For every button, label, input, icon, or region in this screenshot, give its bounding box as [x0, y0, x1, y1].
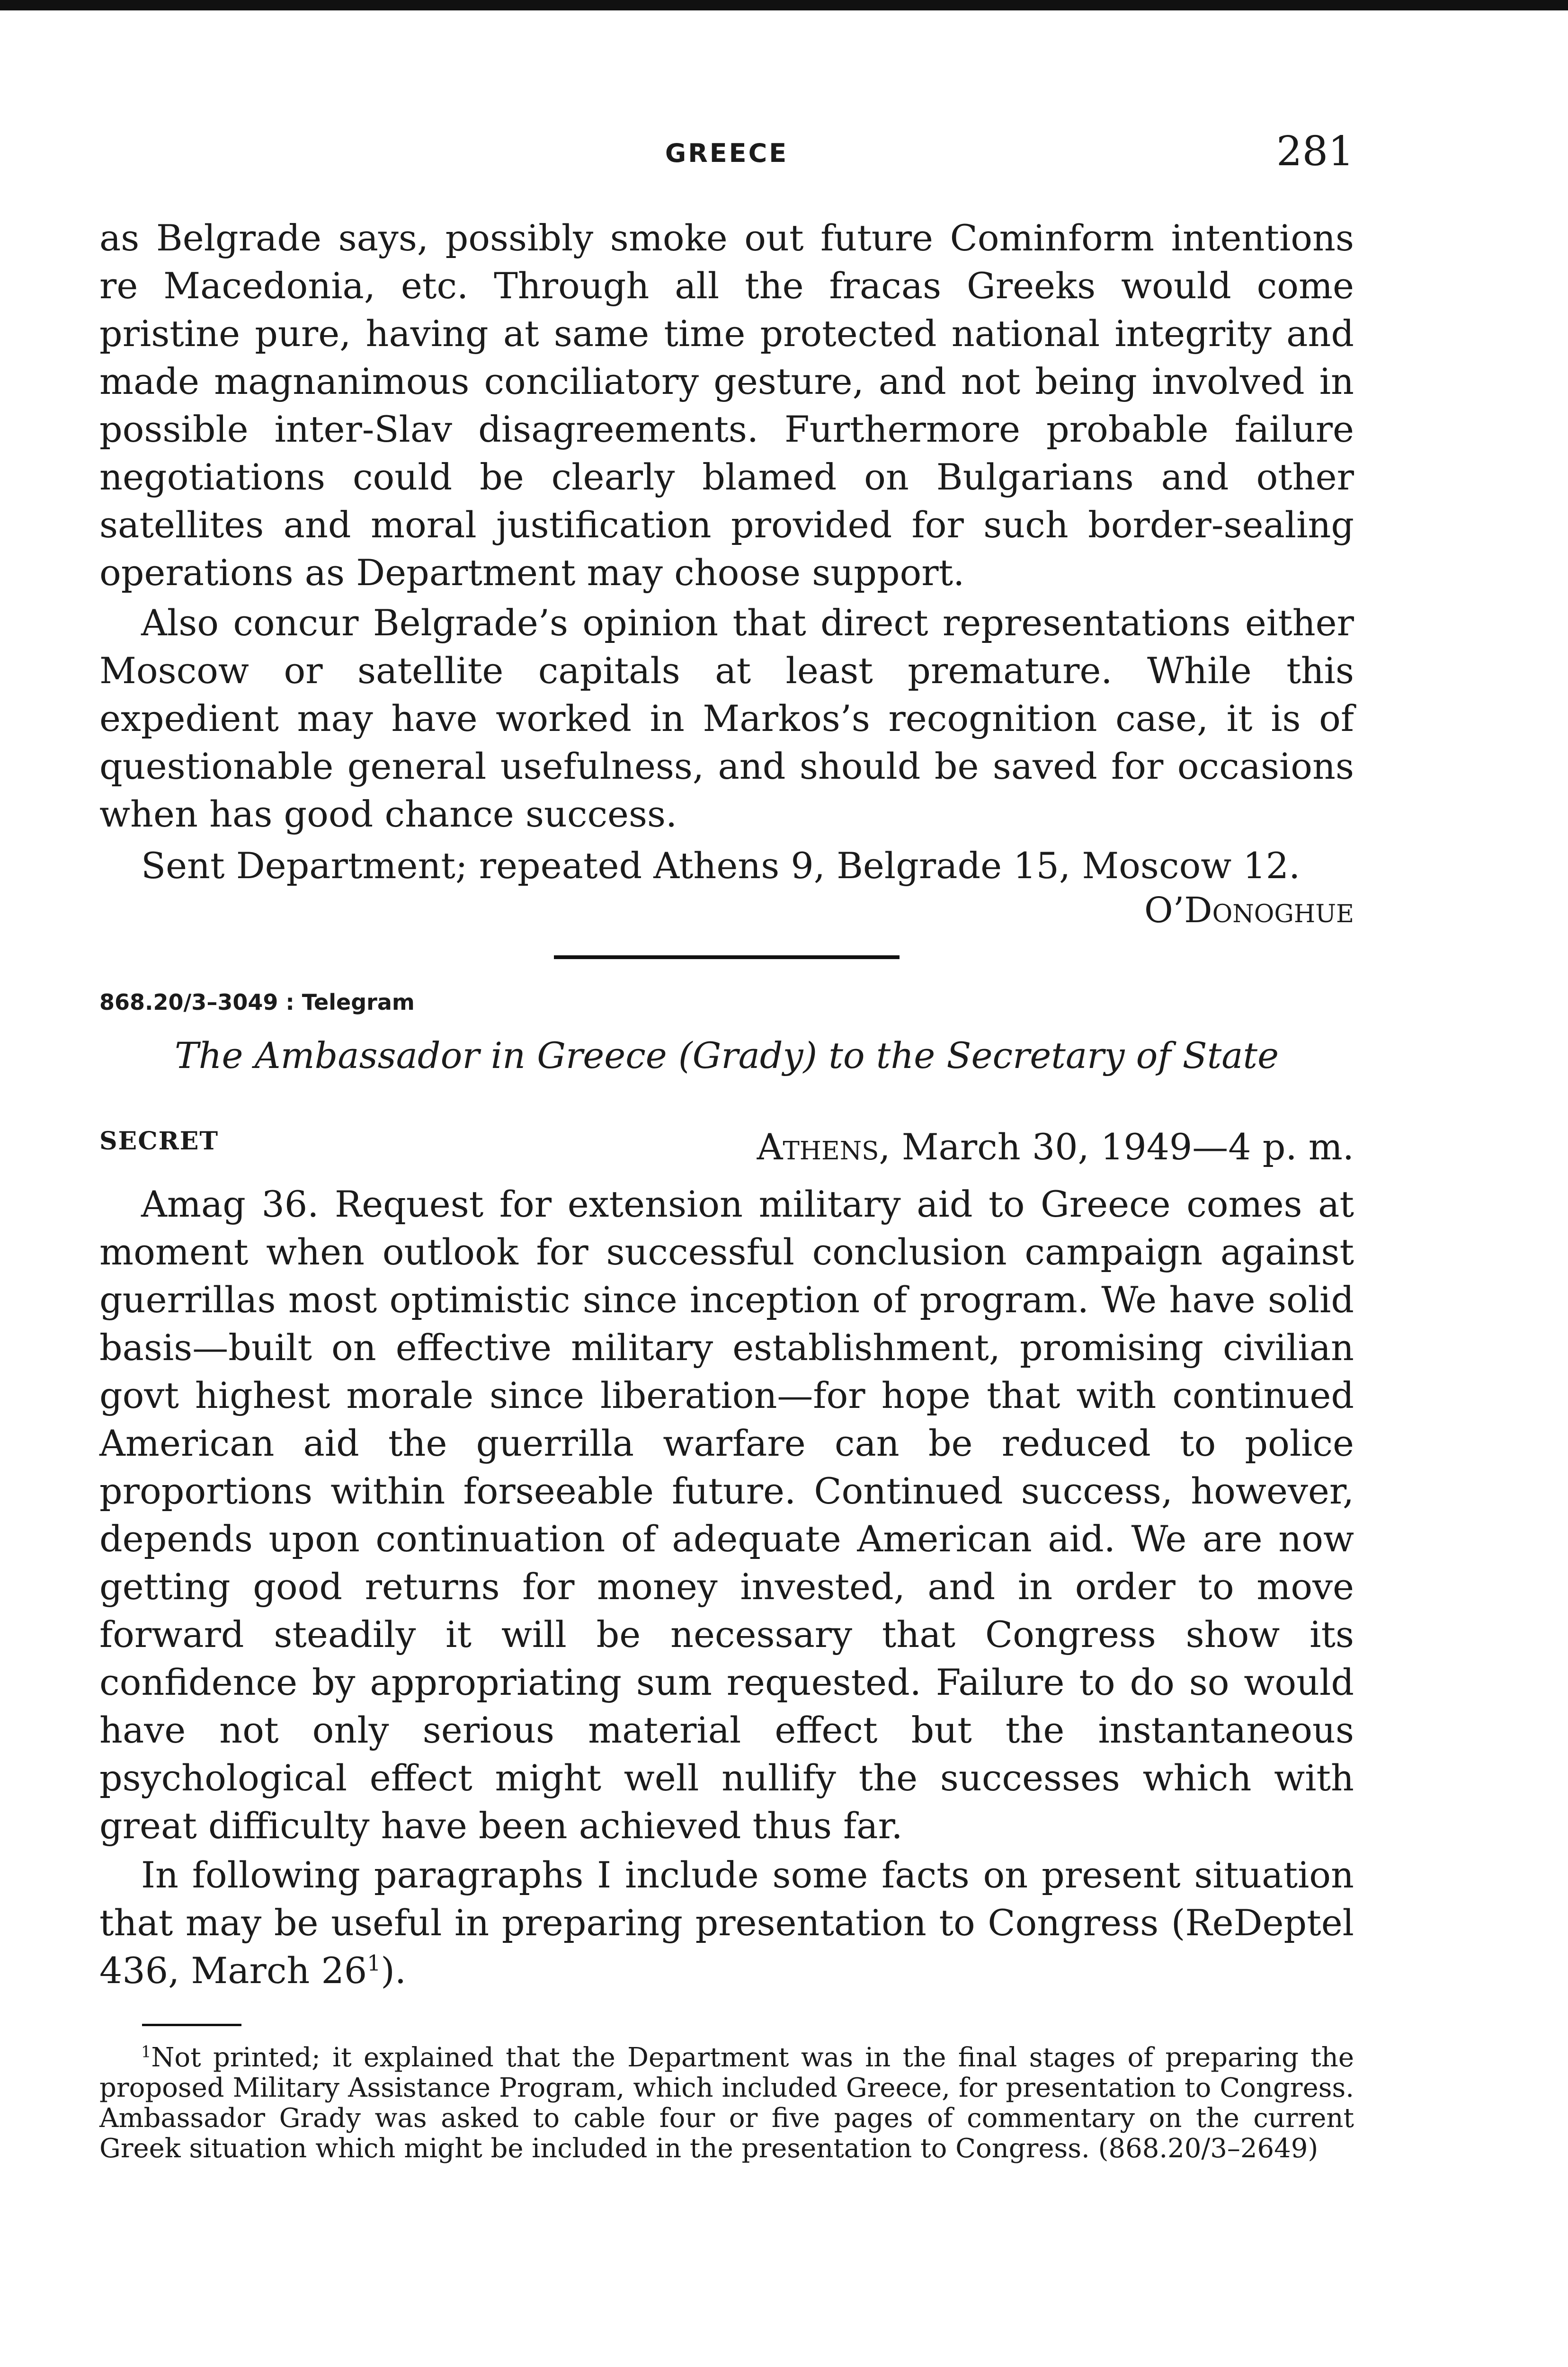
- scan-top-edge: [0, 0, 1568, 10]
- signature: O’Donoghue: [1144, 890, 1354, 931]
- running-title: GREECE: [665, 138, 789, 168]
- document-separator: [554, 955, 900, 959]
- dateline-city: Athens,: [757, 1126, 891, 1168]
- running-header: [99, 128, 1354, 180]
- paragraph-continued: as Belgrade says, possibly smoke out future Cominform intentions re Macedonia, etc. Through all the fracas Greeks would come pristine pure, having at same time protected national integrity and made magnanimous conciliatory gesture, and not being involved in possible inter-Slav disagreements. Furthermore probable failure negotiations could be clearly blamed on Bulgarians and other satellites and moral justification provided for such border-sealing operations as Department may choose support.: [99, 217, 1354, 594]
- classification-label: SECRET: [99, 1127, 219, 1156]
- document-title: The Ambassador in Greece (Grady) to the Secretary of State: [174, 1034, 1279, 1077]
- footnote-marker: 1: [141, 2042, 151, 2061]
- paragraph-amag-36: Amag 36. Request for extension military aid to Greece comes at moment when outlook for successful conclusion campaign against guerrillas most optimistic since inception of program. We have solid basis—built on effective military establishment, promising civilian govt highest morale since liberation—for hope that with continued American aid the guerrilla warfare can be reduced to police proportions within forseeable future. Continued success, however, depends upon continuation of adequate American aid. We are now getting good returns for money invested, and in order to move forward steadily it will be necessary that Congress show its confidence by appropriating sum requested. Failure to do so would have not only serious material effect but the instantaneous psychological effect might well nullify the successes which with great difficulty have been achieved thus far.: [99, 1183, 1354, 1847]
- footnote-reference: 1: [367, 1950, 381, 1976]
- paragraph-belgrade-opinion: Also concur Belgrade’s opinion that direct representations either Moscow or satellite capitals at least premature. While this expedient may have worked in Markos’s recognition case, it is of questionable general usefulness, and should be saved for occasions when has good chance success.: [99, 602, 1354, 835]
- paragraph-following: [99, 1851, 1354, 1994]
- footnote-rule: [142, 2024, 241, 2026]
- paragraph-following-end: ).: [381, 1949, 407, 1992]
- footnote: [99, 2043, 1354, 2164]
- dateline: [757, 1126, 1354, 1168]
- paragraph-distribution: Sent Department; repeated Athens 9, Belgrade 15, Moscow 12.: [141, 845, 1301, 887]
- dateline-date: March 30, 1949—4 p. m.: [890, 1126, 1354, 1168]
- file-reference: 868.20/3–3049 : Telegram: [99, 989, 415, 1015]
- paragraph-following-text: In following paragraphs I include some facts on present situation that may be useful in preparing presentation to Congress (ReDeptel 436, March 26: [99, 1854, 1354, 1992]
- footnote-text: Not printed; it explained that the Department was in the final stages of preparing the proposed Military Assistance Program, which included Greece, for presentation to Congress. Ambassador Grady was asked to cable four or five pages of commentary on the current Greek situation which might be included in the presentation to Congress. (868.20/3–2649): [99, 2042, 1354, 2164]
- page-number: 281: [1276, 128, 1354, 175]
